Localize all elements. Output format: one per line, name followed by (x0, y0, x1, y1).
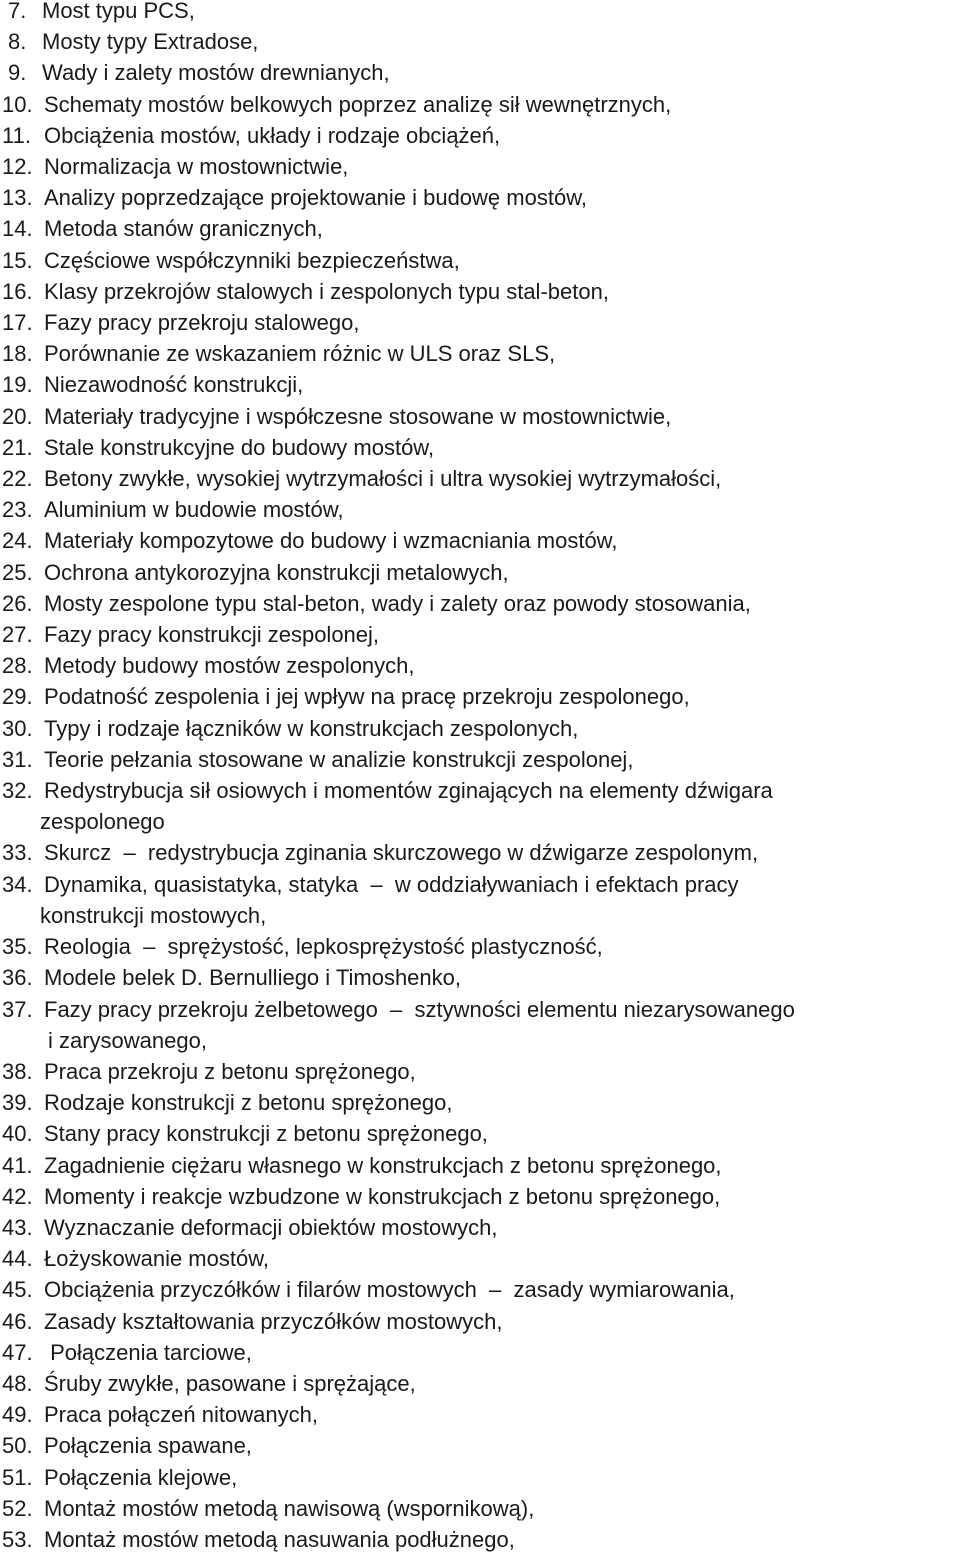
list-item (0, 1212, 960, 1243)
list-item (0, 681, 960, 712)
list-item (0, 89, 960, 120)
item-number: 41. (2, 1152, 33, 1178)
item-text: Most typu PCS, (42, 0, 195, 23)
item-text: Zagadnienie ciężaru własnego w konstrukcjach z betonu sprężonego, (44, 1152, 722, 1178)
item-text: Obciążenia przyczółków i filarów mostowych – zasady wymiarowania, (44, 1277, 735, 1303)
item-number: 24. (2, 528, 33, 554)
item-text: Metody budowy mostów zespolonych, (44, 653, 415, 679)
item-number: 42. (2, 1183, 33, 1209)
list-item (0, 619, 960, 650)
item-number: 49. (2, 1402, 33, 1428)
item-text: Połączenia spawane, (44, 1433, 252, 1459)
item-number: 52. (2, 1495, 33, 1521)
item-text: Obciążenia mostów, układy i rodzaje obciążeń, (44, 122, 501, 148)
list-item (0, 744, 960, 775)
list-item (0, 650, 960, 681)
list-item (0, 1150, 960, 1181)
item-number: 13. (2, 185, 33, 211)
list-item (0, 26, 960, 57)
item-text: Stany pracy konstrukcji z betonu sprężonego, (44, 1121, 488, 1147)
item-text: Mosty typy Extradose, (42, 29, 259, 55)
item-text: Rodzaje konstrukcji z betonu sprężonego, (44, 1090, 453, 1116)
list-item (0, 245, 960, 276)
item-number: 27. (2, 622, 33, 648)
item-text: Skurcz – redystrybucja zginania skurczowego w dźwigarze zespolonym, (44, 840, 759, 866)
list-item (0, 401, 960, 432)
item-text: Dynamika, quasistatyka, statyka – w oddziaływaniach i efektach pracy (44, 871, 739, 897)
item-text-continuation: i zarysowanego, (48, 1027, 207, 1053)
item-number: 36. (2, 965, 33, 991)
item-number: 53. (2, 1526, 33, 1552)
list-item (0, 1118, 960, 1149)
list-item (0, 962, 960, 993)
item-text: Porównanie ze wskazaniem różnic w ULS oraz SLS, (44, 341, 556, 367)
list-item (0, 525, 960, 556)
item-number: 30. (2, 715, 33, 741)
list-item (0, 1337, 960, 1368)
list-item (0, 432, 960, 463)
item-text: Montaż mostów metodą nasuwania podłużnego, (44, 1526, 515, 1552)
item-text: Aluminium w budowie mostów, (44, 497, 344, 523)
item-text: Reologia – sprężystość, lepkosprężystość plastyczność, (44, 934, 603, 960)
list-item (0, 1087, 960, 1118)
item-text: Częściowe współczynniki bezpieczeństwa, (44, 247, 460, 273)
item-text: Redystrybucja sił osiowych i momentów zginających na elementy dźwigara (44, 778, 773, 804)
item-number: 11. (2, 122, 31, 148)
item-text: Ochrona antykorozyjna konstrukcji metalowych, (44, 559, 509, 585)
item-number: 47. (2, 1339, 33, 1365)
item-text-continuation: konstrukcji mostowych, (40, 902, 267, 928)
list-item (0, 837, 960, 868)
item-text: Niezawodność konstrukcji, (44, 372, 304, 398)
list-item (0, 1181, 960, 1212)
item-number: 19. (2, 372, 33, 398)
item-text: Mosty zespolone typu stal-beton, wady i zalety oraz powody stosowania, (44, 590, 751, 616)
item-number: 29. (2, 684, 33, 710)
list-item (0, 713, 960, 744)
item-number: 32. (2, 778, 33, 804)
item-text: Stale konstrukcyjne do budowy mostów, (44, 434, 435, 460)
item-number: 23. (2, 497, 33, 523)
list-item (0, 1493, 960, 1524)
item-text: Analizy poprzedzające projektowanie i budowę mostów, (44, 185, 587, 211)
item-number: 7. (8, 0, 27, 23)
item-number: 22. (2, 466, 33, 492)
list-item (0, 276, 960, 307)
list-item (0, 1399, 960, 1430)
item-text: Materiały kompozytowe do budowy i wzmacniania mostów, (44, 528, 618, 554)
item-text: Normalizacja w mostownictwie, (44, 154, 349, 180)
item-number: 25. (2, 559, 33, 585)
list-item (0, 588, 960, 619)
list-item (0, 1306, 960, 1337)
item-text: Połączenia klejowe, (44, 1464, 238, 1490)
list-item (0, 463, 960, 494)
item-text: Momenty i reakcje wzbudzone w konstrukcjach z betonu sprężonego, (44, 1183, 721, 1209)
item-number: 33. (2, 840, 33, 866)
item-number: 38. (2, 1058, 33, 1084)
item-number: 12. (2, 154, 33, 180)
item-number: 50. (2, 1433, 33, 1459)
list-item (0, 213, 960, 244)
item-text: Metoda stanów granicznych, (44, 216, 323, 242)
list-item (0, 182, 960, 213)
list-item (0, 775, 960, 806)
item-text: Połączenia tarciowe, (44, 1339, 252, 1365)
item-number: 8. (8, 29, 27, 55)
item-number: 15. (2, 247, 33, 273)
item-text: Śruby zwykłe, pasowane i sprężające, (44, 1370, 416, 1396)
item-number: 21. (2, 434, 33, 460)
item-number: 16. (2, 278, 33, 304)
list-item (0, 151, 960, 182)
list-item (0, 994, 960, 1025)
list-item (0, 931, 960, 962)
item-number: 35. (2, 934, 33, 960)
item-text: Fazy pracy przekroju żelbetowego – sztywności elementu niezarysowanego (44, 996, 795, 1022)
list-item (0, 494, 960, 525)
list-item (0, 0, 960, 26)
item-number: 48. (2, 1370, 33, 1396)
item-number: 51. (2, 1464, 33, 1490)
item-text: Fazy pracy przekroju stalowego, (44, 310, 360, 336)
item-text: Typy i rodzaje łączników w konstrukcjach zespolonych, (44, 715, 579, 741)
item-number: 43. (2, 1214, 33, 1240)
item-number: 14. (2, 216, 33, 242)
item-text: Wady i zalety mostów drewnianych, (42, 60, 390, 86)
list-item (0, 869, 960, 900)
item-text: Praca przekroju z betonu sprężonego, (44, 1058, 416, 1084)
item-text: Wyznaczanie deformacji obiektów mostowych, (44, 1214, 498, 1240)
list-item (0, 1243, 960, 1274)
item-text: Fazy pracy konstrukcji zespolonej, (44, 622, 380, 648)
item-number: 34. (2, 871, 33, 897)
list-item (0, 1430, 960, 1461)
item-text: Podatność zespolenia i jej wpływ na pracę przekroju zespolonego, (44, 684, 690, 710)
list-item (0, 557, 960, 588)
item-text: Zasady kształtowania przyczółków mostowych, (44, 1308, 503, 1334)
list-item (0, 120, 960, 151)
item-text-continuation: zespolonego (40, 809, 165, 835)
item-number: 44. (2, 1246, 33, 1272)
item-number: 20. (2, 403, 33, 429)
item-number: 45. (2, 1277, 33, 1303)
item-text: Montaż mostów metodą nawisową (wspornikową), (44, 1495, 535, 1521)
item-number: 39. (2, 1090, 33, 1116)
list-item (0, 57, 960, 88)
list-item (0, 1274, 960, 1305)
item-text: Modele belek D. Bernulliego i Timoshenko, (44, 965, 462, 991)
list-item (0, 1056, 960, 1087)
list-item (0, 1462, 960, 1493)
item-number: 28. (2, 653, 33, 679)
list-item (0, 307, 960, 338)
item-number: 18. (2, 341, 33, 367)
list-item (0, 1524, 960, 1555)
item-text: Praca połączeń nitowanych, (44, 1402, 318, 1428)
item-number: 26. (2, 590, 33, 616)
item-text: Łożyskowanie mostów, (44, 1246, 269, 1272)
item-number: 9. (8, 60, 27, 86)
item-number: 46. (2, 1308, 33, 1334)
item-text: Teorie pełzania stosowane w analizie konstrukcji zespolonej, (44, 746, 634, 772)
list-item (0, 338, 960, 369)
item-number: 37. (2, 996, 33, 1022)
list-item (0, 369, 960, 400)
item-number: 10. (2, 91, 33, 117)
item-text: Betony zwykłe, wysokiej wytrzymałości i ultra wysokiej wytrzymałości, (44, 466, 722, 492)
item-number: 40. (2, 1121, 33, 1147)
item-number: 17. (2, 310, 33, 336)
item-text: Schematy mostów belkowych poprzez analizę sił wewnętrznych, (44, 91, 672, 117)
item-text: Klasy przekrojów stalowych i zespolonych typu stal-beton, (44, 278, 609, 304)
list-item (0, 1368, 960, 1399)
item-number: 31. (2, 746, 33, 772)
item-text: Materiały tradycyjne i współczesne stosowane w mostownictwie, (44, 403, 672, 429)
